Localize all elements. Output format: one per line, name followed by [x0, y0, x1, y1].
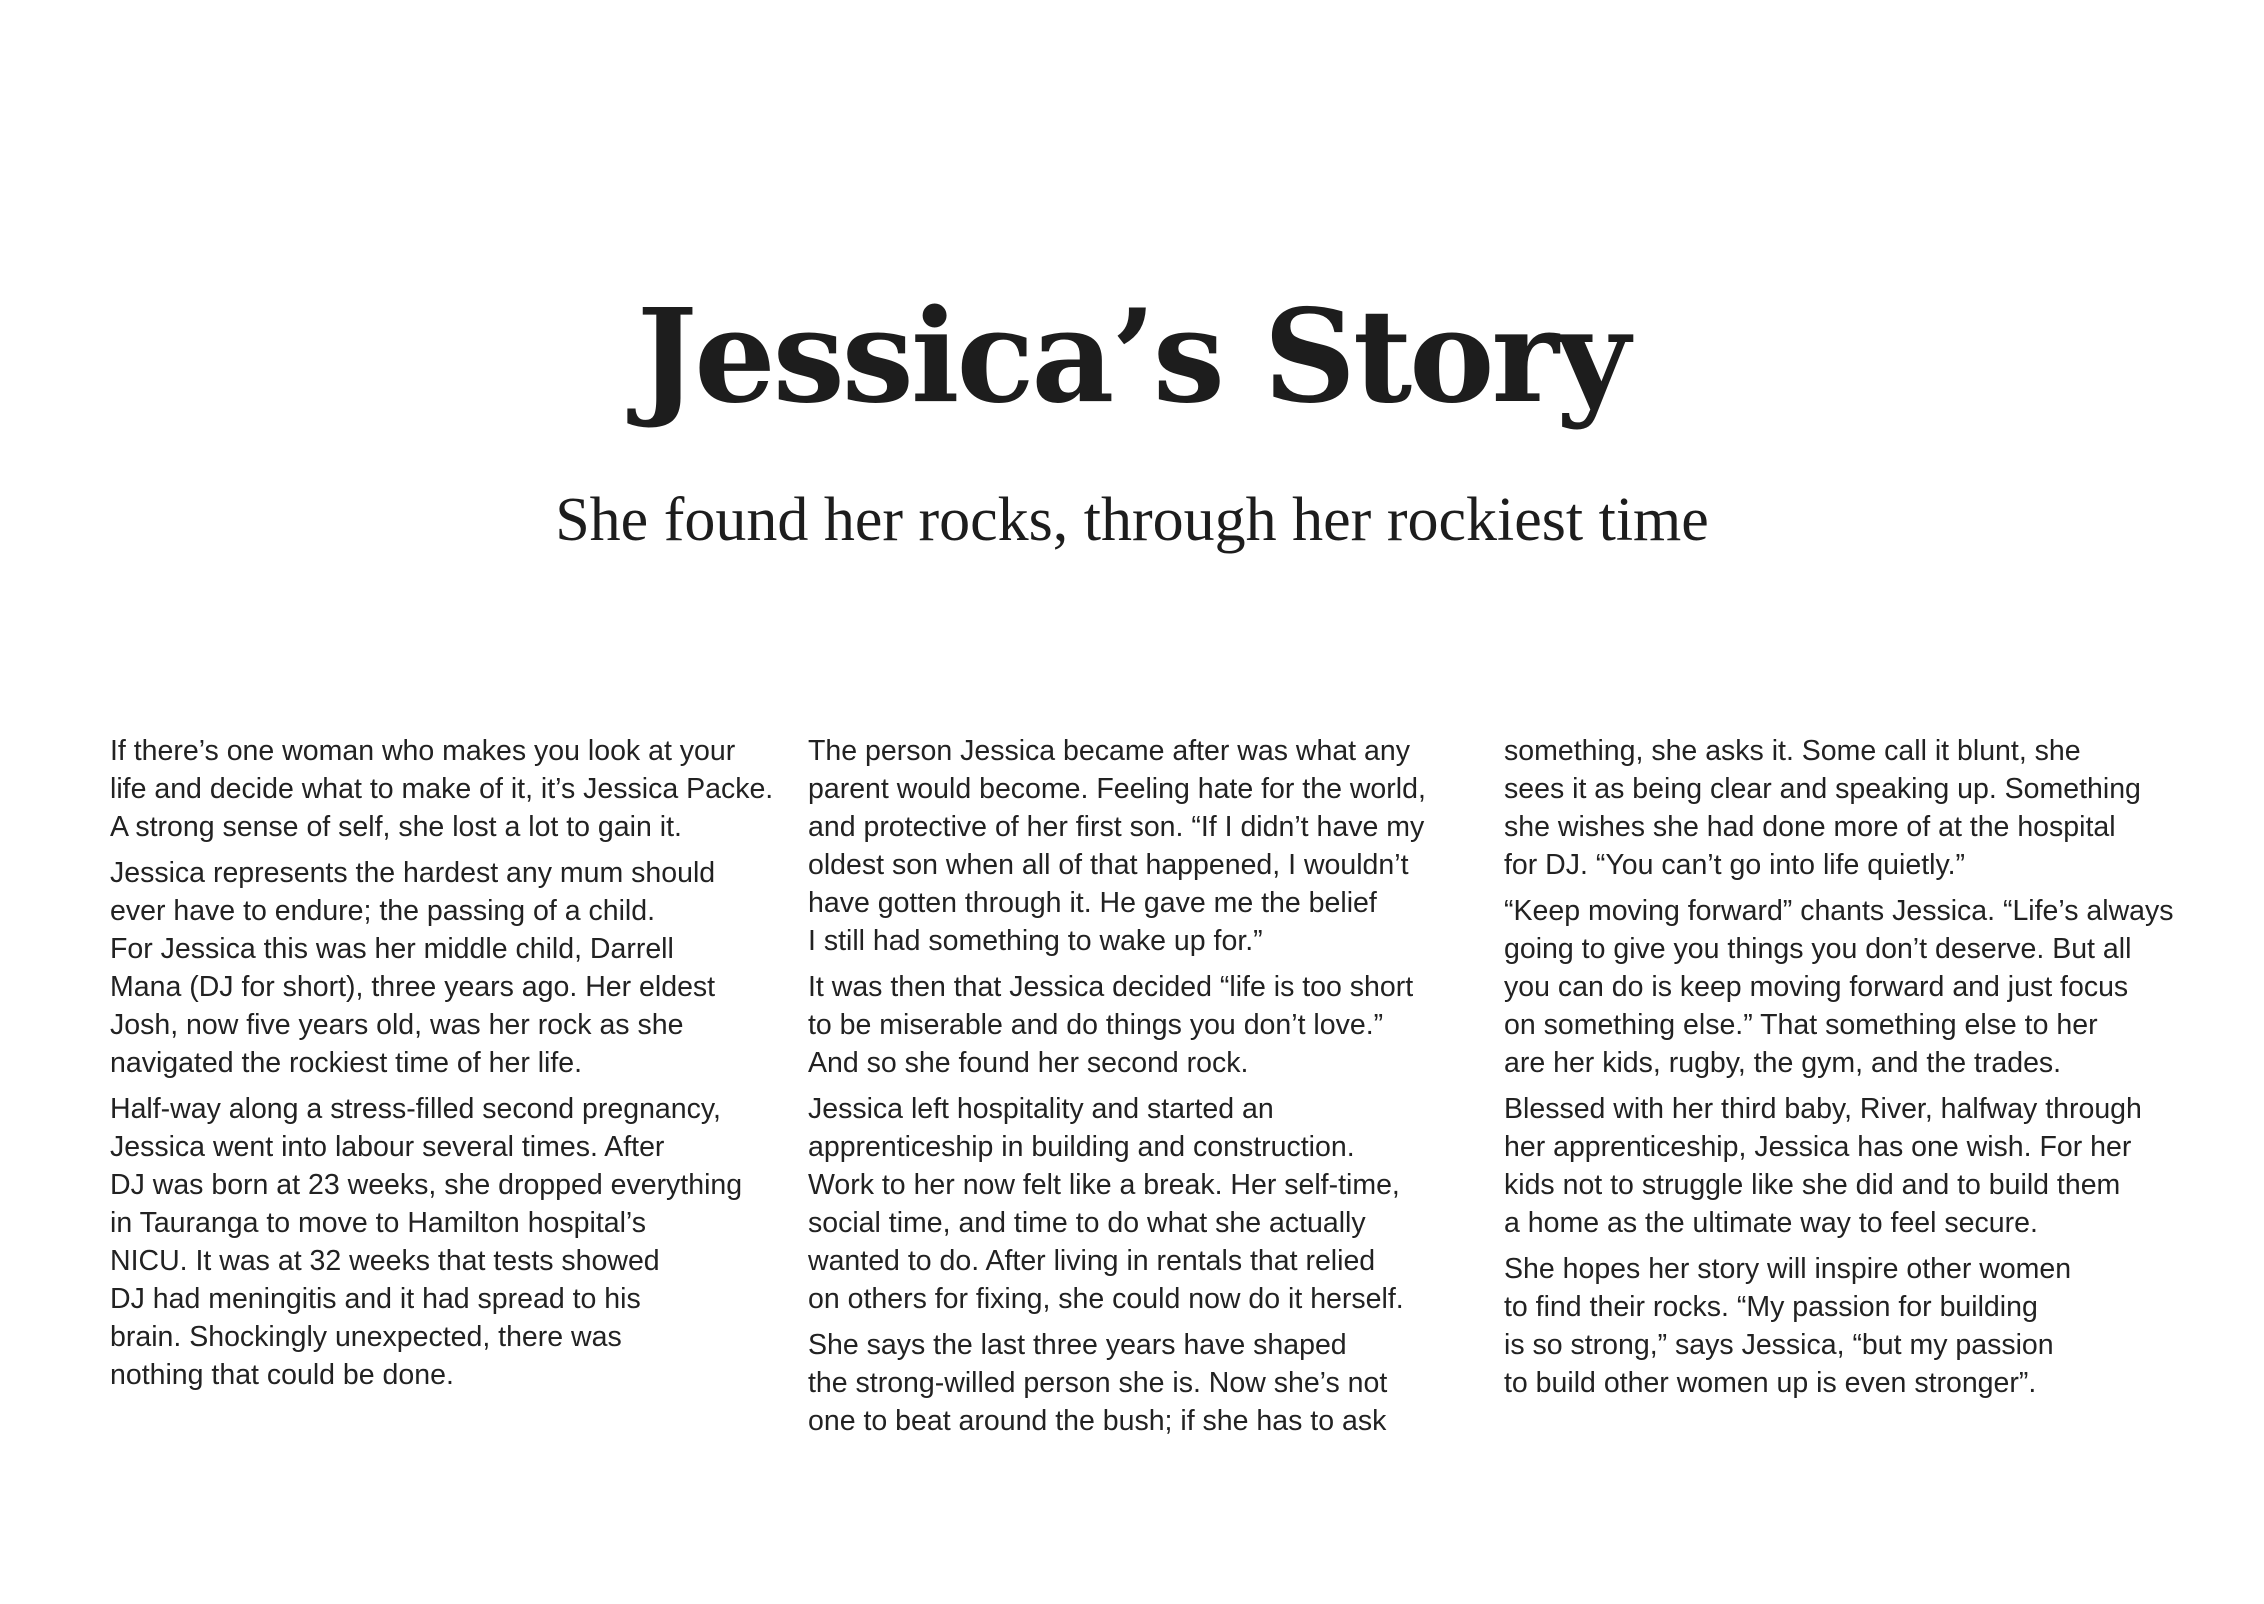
text-line: social time, and time to do what she actually — [808, 1207, 1366, 1239]
paragraph — [110, 854, 760, 1082]
text-line: And so she found her second rock. — [808, 1047, 1249, 1079]
article-body — [0, 732, 2264, 1452]
text-line: going to give you things you don’t deserve. But all — [1504, 933, 2132, 965]
text-line: I still had something to wake up for.” — [808, 925, 1263, 957]
paragraph — [1504, 732, 2154, 884]
text-line: kids not to struggle like she did and to build them — [1504, 1169, 2121, 1201]
text-line: something, she asks it. Some call it blunt, she — [1504, 735, 2081, 767]
text-line: brain. Shockingly unexpected, there was — [110, 1321, 622, 1353]
text-line: a home as the ultimate way to feel secure. — [1504, 1207, 2038, 1239]
text-line: on others for fixing, she could now do it herself. — [808, 1283, 1404, 1315]
text-line: Jessica went into labour several times. After — [110, 1131, 665, 1163]
text-line: She hopes her story will inspire other women — [1504, 1253, 2072, 1285]
text-line: life and decide what to make of it, it’s Jessica Packe. — [110, 773, 774, 805]
text-line: one to beat around the bush; if she has to ask — [808, 1405, 1387, 1437]
text-line: sees it as being clear and speaking up. Something — [1504, 773, 2141, 805]
text-line: Mana (DJ for short), three years ago. Her eldest — [110, 971, 716, 1003]
text-line: to build other women up is even stronger”. — [1504, 1367, 2037, 1399]
paragraph — [808, 1326, 1458, 1440]
page-title: Jessica’s Story — [636, 282, 1628, 432]
text-line: parent would become. Feeling hate for the world, — [808, 773, 1426, 805]
text-line: to be miserable and do things you don’t love.” — [808, 1009, 1384, 1041]
text-line: ever have to endure; the passing of a child. — [110, 895, 656, 927]
text-line: Blessed with her third baby, River, halfway through — [1504, 1093, 2142, 1125]
text-line: The person Jessica became after was what any — [808, 735, 1410, 767]
text-line: navigated the rockiest time of her life. — [110, 1047, 583, 1079]
text-line: have gotten through it. He gave me the belief — [808, 887, 1377, 919]
text-line: wanted to do. After living in rentals that relied — [808, 1245, 1376, 1277]
text-line: Jessica represents the hardest any mum should — [110, 857, 716, 889]
text-line: the strong-willed person she is. Now she’s not — [808, 1367, 1388, 1399]
paragraph — [808, 1090, 1458, 1318]
text-line: DJ had meningitis and it had spread to his — [110, 1283, 641, 1315]
text-line: Josh, now five years old, was her rock as she — [110, 1009, 684, 1041]
text-line: She says the last three years have shaped — [808, 1329, 1347, 1361]
text-line: on something else.” That something else to her — [1504, 1009, 2098, 1041]
text-line: DJ was born at 23 weeks, she dropped everything — [110, 1169, 743, 1201]
paragraph — [1504, 892, 2174, 1082]
text-line: Work to her now felt like a break. Her self-time, — [808, 1169, 1400, 1201]
text-line: is so strong,” says Jessica, “but my passion — [1504, 1329, 2054, 1361]
text-line: It was then that Jessica decided “life is too short — [808, 971, 1414, 1003]
text-line: are her kids, rugby, the gym, and the trades. — [1504, 1047, 2062, 1079]
text-line: NICU. It was at 32 weeks that tests showed — [110, 1245, 660, 1277]
paragraph — [808, 968, 1458, 1082]
text-line: A strong sense of self, she lost a lot to gain it. — [110, 811, 682, 843]
text-line: in Tauranga to move to Hamilton hospital’s — [110, 1207, 647, 1239]
paragraph — [110, 1090, 760, 1394]
page-subtitle: She found her rocks, through her rockiest time — [555, 486, 1709, 554]
text-line: nothing that could be done. — [110, 1359, 454, 1391]
paragraph — [808, 732, 1458, 960]
text-line: her apprenticeship, Jessica has one wish. For her — [1504, 1131, 2132, 1163]
text-line: and protective of her first son. “If I didn’t have my — [808, 811, 1425, 843]
text-line: Jessica left hospitality and started an — [808, 1093, 1274, 1125]
text-line: Half-way along a stress-filled second pregnancy, — [110, 1093, 721, 1125]
article-column-2 — [808, 732, 1458, 1448]
text-line: “Keep moving forward” chants Jessica. “Life’s always — [1504, 895, 2174, 927]
text-line: she wishes she had done more of at the hospital — [1504, 811, 2116, 843]
text-line: oldest son when all of that happened, I wouldn’t — [808, 849, 1409, 881]
text-line: to find their rocks. “My passion for building — [1504, 1291, 2038, 1323]
paragraph — [1504, 1250, 2154, 1402]
text-line: If there’s one woman who makes you look at your — [110, 735, 736, 767]
text-line: For Jessica this was her middle child, Darrell — [110, 933, 674, 965]
text-line: apprenticeship in building and construction. — [808, 1131, 1355, 1163]
paragraph — [1504, 1090, 2154, 1242]
article-column-3 — [1504, 732, 2174, 1410]
text-line: you can do is keep moving forward and just focus — [1504, 971, 2129, 1003]
article-column-1 — [110, 732, 774, 1402]
paragraph — [110, 732, 774, 846]
text-line: for DJ. “You can’t go into life quietly.” — [1504, 849, 1965, 881]
